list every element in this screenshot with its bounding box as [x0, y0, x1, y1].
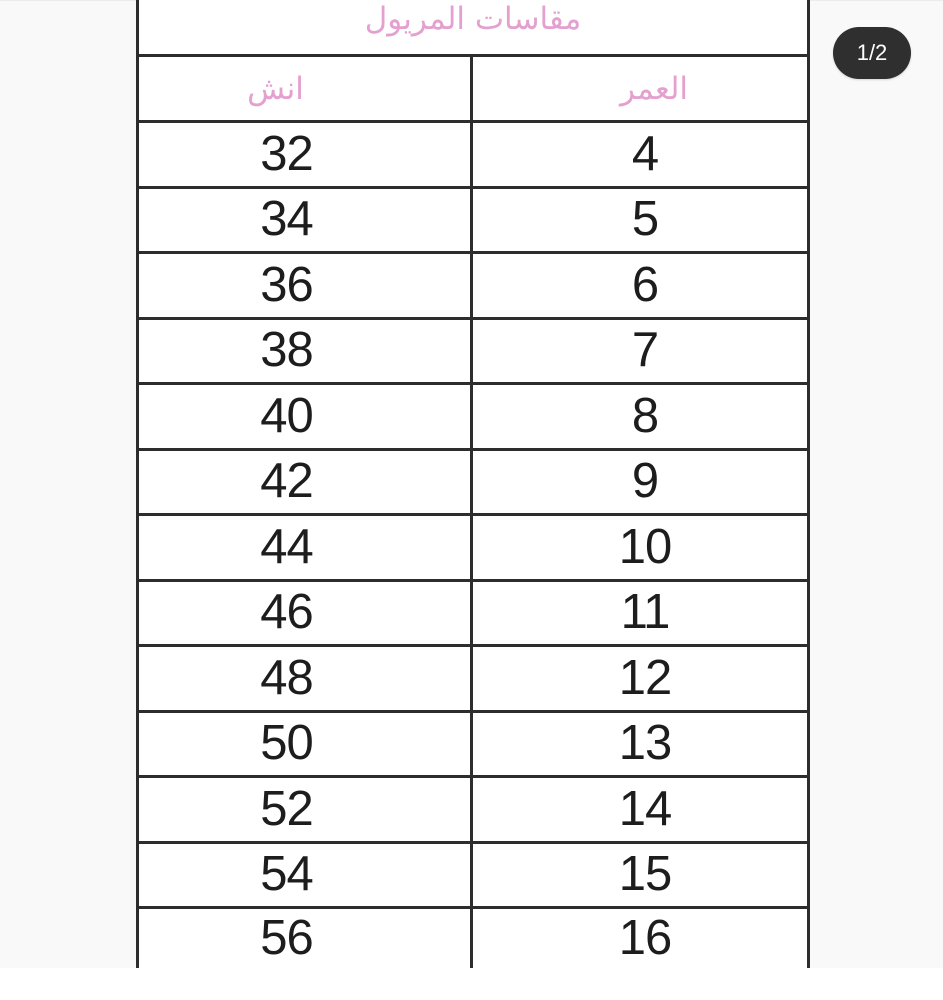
table-row — [139, 320, 807, 386]
table-row — [139, 844, 807, 910]
size-chart-table — [136, 0, 810, 968]
inch-cell: 48 — [139, 647, 473, 710]
age-cell: 7 — [631, 323, 659, 378]
table-row — [139, 451, 807, 517]
table-header-row — [139, 57, 807, 123]
table-row — [139, 909, 807, 968]
age-cell: 12 — [618, 650, 672, 705]
age-cell: 13 — [618, 716, 672, 771]
inch-cell: 38 — [139, 320, 473, 383]
bottom-viewer-strip — [0, 968, 943, 1000]
age-cell: 16 — [618, 911, 672, 965]
table-row — [139, 713, 807, 779]
inch-cell: 42 — [139, 451, 473, 514]
inch-cell: 56 — [139, 909, 473, 968]
table-body — [139, 123, 807, 968]
age-cell: 9 — [631, 454, 659, 509]
age-cell: 10 — [618, 519, 672, 574]
table-row — [139, 647, 807, 713]
age-cell: 5 — [631, 192, 659, 247]
table-row — [139, 189, 807, 255]
inch-cell: 34 — [139, 189, 473, 252]
table-row — [139, 123, 807, 189]
inch-cell: 36 — [139, 254, 473, 317]
table-title: مقاسات المريول — [364, 0, 582, 37]
image-counter-badge: 1/2 — [833, 27, 911, 79]
inch-cell: 46 — [139, 582, 473, 645]
table-row — [139, 582, 807, 648]
age-cell: 6 — [631, 257, 659, 312]
inch-cell: 40 — [139, 385, 473, 448]
inch-cell: 52 — [139, 778, 473, 841]
table-title-row — [139, 0, 807, 57]
table-row — [139, 254, 807, 320]
inch-cell: 44 — [139, 516, 473, 579]
age-cell: 4 — [631, 126, 659, 181]
table-row — [139, 778, 807, 844]
inch-cell: 32 — [139, 123, 473, 186]
age-cell: 8 — [631, 388, 659, 443]
inch-cell: 50 — [139, 713, 473, 776]
age-cell: 14 — [618, 781, 672, 836]
age-cell: 15 — [618, 847, 672, 902]
age-cell: 11 — [620, 585, 670, 640]
column-header-age: العمر — [619, 70, 689, 107]
inch-cell: 54 — [139, 844, 473, 907]
column-header-inch: انش — [139, 57, 473, 120]
table-row — [139, 516, 807, 582]
table-row — [139, 385, 807, 451]
